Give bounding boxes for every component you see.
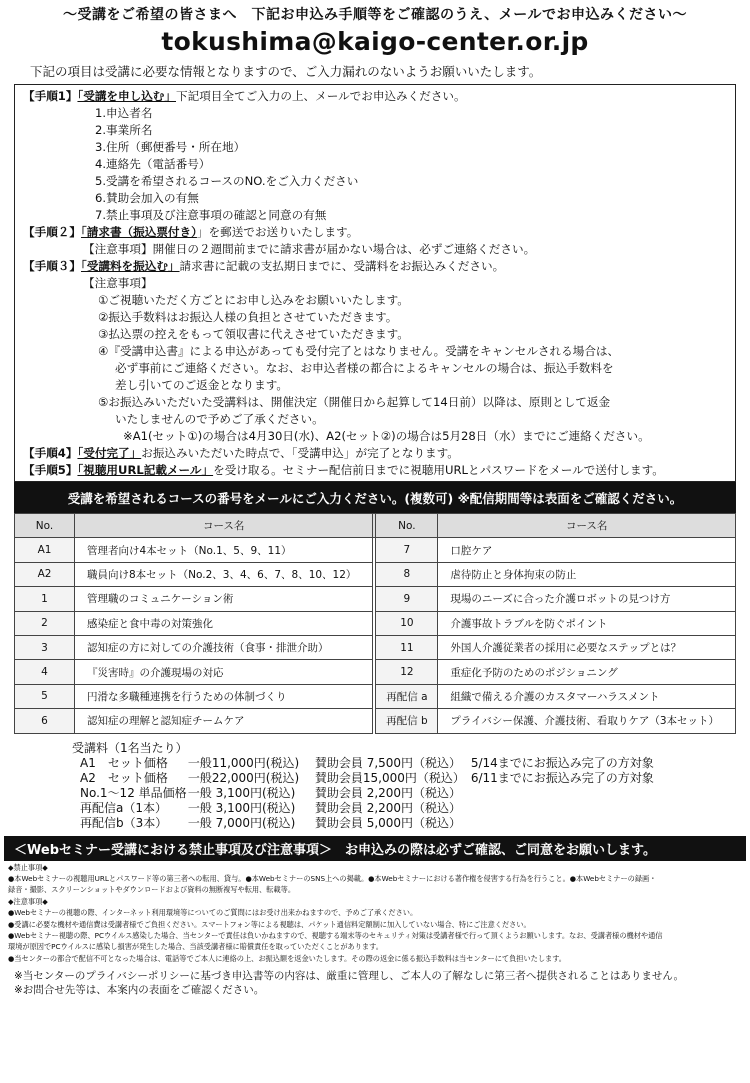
step-3 [23,258,727,275]
fee-item: 再配信a（1本） [80,800,167,815]
step-5-title: 「視聴用URL記載メール」 [77,463,214,477]
caution-line: ●Webセミナー視聴の際、PCウイルス感染した場合、当センターで責任は負いかねますので、視聴する端末等のセキュリティ対策は受講者様で行って頂くようお願いします。なお、受講者様の機材や通信 [8,930,663,940]
step-1-item: 7.禁止事項及び注意事項の確認と同意の有無 [95,208,327,222]
step-1-text: 下記項目全てご入力の上、メールでお申込みください。 [176,89,466,103]
course-no: 8 [376,562,438,586]
fee-member: 賛助会員 2,200円（税込） [314,800,462,815]
course-name: 職員向け8本セット（No.2、3、4、6、7、8、10、12） [75,562,373,586]
fee-condition [471,801,750,816]
fee-row [72,771,750,786]
fee-row [72,801,750,816]
fee-general: 一般22,000円(税込) [187,770,300,785]
fee-condition [471,786,750,801]
step-3-note: ④『受講申込書』による申込があっても受付完了とはなりません。受講をキャンセルされる場合は、 [98,344,620,358]
course-no: 7 [376,538,438,562]
col-header-no: No. [376,514,438,538]
course-banner: 受講を希望されるコースの番号をメールにご入力ください。(複数可) ※配信期間等は表面をご確認ください。 [14,482,736,513]
course-name: 認知症の理解と認知症チームケア [75,709,373,733]
step-1-item: 1.申込者名 [95,106,153,120]
course-name: 組織で備える介護のカスタマーハラスメント [438,684,736,708]
step-5-text: を受け取る。セミナー配信前日までに視聴用URLとパスワードをメールで送付します。 [213,463,664,477]
caution-line: ●受講に必要な機材や通信費は受講者様でご負担ください。スマートフォン等による視聴は、パケット通信料定額制に加入していない場合、特にご注意ください。 [8,919,531,929]
fee-title: 受講料（1名当たり） [72,740,188,755]
step-1-item: 4.連絡先（電話番号） [95,157,211,171]
step-3-note: ⑤お振込みいただいた受講料は、開催決定（開催日から起算して14日前）以降は、原則として返金 [98,395,611,409]
step-1-item: 5.受講を希望されるコースのNO.をご入力ください [95,174,359,188]
step-1-item: 6.賛助会加入の有無 [95,191,199,205]
table-row [15,709,736,733]
fee-item: No.1〜12 単品価格 [80,785,187,800]
table-row [15,684,736,708]
step-2-head: 【手順２】 [23,225,81,239]
course-name: プライバシー保護、介護技術、看取りケア（3本セット） [438,709,736,733]
application-steps [14,84,736,482]
step-3-note: ①ご視聴いただく方ごとにお申し込みをお願いいたします。 [98,293,409,307]
contact-note: ※お問合せ先等は、本案内の表面をご確認ください。 [14,984,265,997]
col-header-no: No. [15,514,75,538]
caution-line: ●Webセミナーの視聴の際、インターネット利用環境等についてのご質問にはお受け出来かねますので、予めご了承ください。 [8,908,418,918]
course-no: A2 [15,562,75,586]
step-3-head: 【手順３】 [23,259,81,273]
course-name: 管理者向け4本セット（No.1、5、9、11） [75,538,373,562]
caution-head: ◆注意事項◆ [8,896,48,906]
course-no: 再配信 a [376,684,438,708]
table-row [15,660,736,684]
step-3-note: ③払込票の控えをもって領収書に代えさせていただきます。 [98,327,409,341]
step-1-title: 「受講を申し込む」 [77,89,176,103]
fee-item: A1 セット価格 [80,755,168,770]
course-no: A1 [15,538,75,562]
table-row [15,611,736,635]
page-header [0,0,750,56]
step-3-note-head: 【注意事項】 [83,276,153,290]
step-1-item: 2.事業所名 [95,123,153,137]
intro-text: 下記の項目は受講に必要な情報となりますので、ご入力漏れのないようお願いいたします。 [30,64,542,79]
step-4-head: 【手順4】 [23,446,78,460]
course-name: 感染症と食中毒の対策強化 [75,611,373,635]
fee-general: 一般 3,100円(税込) [187,785,296,800]
fee-item: 再配信b（3本） [80,815,168,830]
step-3-note: いたしませんので予めご了承ください。 [115,412,324,426]
footer [0,964,750,997]
course-name: 認知症の方に対しての介護技術（食事・排泄介助） [75,635,373,659]
prohibit-head: ◆禁止事項◆ [8,862,48,872]
course-name: 口腔ケア [438,538,736,562]
step-5 [23,462,727,479]
course-no: 3 [15,635,75,659]
step-3-title: 「受講料を振込む」 [80,259,180,273]
table-header-row [15,514,736,538]
fee-member: 賛助会員15,000円（税込） [314,770,465,785]
table-row [15,587,736,611]
step-5-head: 【手順5】 [23,463,78,477]
fee-condition: 6/11までにお振込み完了の方対象 [470,770,654,785]
col-header-name: コース名 [438,514,736,538]
col-header-name: コース名 [75,514,373,538]
step-1-head: 【手順1】 [23,89,78,103]
course-name: 虐待防止と身体拘束の防止 [438,562,736,586]
course-no: 再配信 b [376,709,438,733]
fee-condition [471,816,750,831]
course-name: 介護事故トラブルを防ぐポイント [438,611,736,635]
caution-line: ●当センターの都合で配信不可となった場合は、電話等でご本人に連絡の上、お振込額を返金いたします。その際の返金に係る振込手数料は当センターにて負担いたします。 [8,953,566,963]
fee-general: 一般 3,100円(税込) [187,800,296,815]
course-no: 11 [376,635,438,659]
step-2-title: 「請求書（振込票付き） [80,225,197,239]
privacy-note: ※当センターのプライバシーポリシーに基づき申込書等の内容は、厳重に管理し、ご本人の了解なしに第三者へ提供されることはありません。 [14,970,684,983]
fee-section [0,734,750,831]
fee-member: 賛助会員 2,200円（税込） [314,785,462,800]
table-row [15,562,736,586]
fee-member: 賛助会員 5,000円（税込） [314,815,462,830]
course-no: 10 [376,611,438,635]
step-2-note: 【注意事項】開催日の２週間前までに請求書が届かない場合は、必ずご連絡ください。 [83,242,536,256]
fee-general: 一般11,000円(税込) [187,755,300,770]
step-4 [23,445,727,462]
step-4-text: お振込みいただいた時点で、「受講申込」が完了となります。 [141,446,459,460]
caution-line: 環境が原因でPCウイルスに感染し損害が発生した場合、当該受講者様に賠償責任を取っていただくことがあります。 [8,942,383,952]
course-name: 現場のニーズに合った介護ロボットの見つけ方 [438,587,736,611]
course-name: 円滑な多職種連携を行うための体制づくり [75,684,373,708]
step-3-note: ②振込手数料はお振込人様の負担とさせていただきます。 [98,310,398,324]
fee-row [72,786,750,801]
course-section [14,482,736,734]
course-no: 9 [376,587,438,611]
contact-email[interactable]: tokushima@kaigo-center.or.jp [161,27,589,56]
step-3-text: 請求書に記載の支払期日までに、受講料をお振込みください。 [179,259,505,273]
step-1-item: 3.住所（郵便番号・所在地） [95,140,246,154]
step-3-note: 差し引いてのご返金となります。 [115,378,288,392]
course-name: 『災害時』の介護現場の対応 [75,660,373,684]
step-4-title: 「受付完了」 [77,446,142,460]
prohibit-line: ●本Webセミナーの視聴用URLとパスワード等の第三者への転用、貸与。●本WebセミナーのSNS上への掲載。●本Webセミナーにおける著作権を侵害する行為を行うこと。●本Webセミナーの録画・ [8,873,657,883]
table-row [15,538,736,562]
course-no: 6 [15,709,75,733]
step-3-note: ※A1(セット①)の場合は4月30日(水)、A2(セット②)の場合は5月28日（水）までにご連絡ください。 [123,429,650,443]
course-no: 2 [15,611,75,635]
course-no: 1 [15,587,75,611]
fee-row [72,756,750,771]
course-no: 5 [15,684,75,708]
fee-item: A2 セット価格 [80,770,168,785]
notice-banner: ＜Webセミナー受講における禁止事項及び注意事項＞ お申込みの際は必ずご確認、ご同意をお願いします。 [4,836,746,861]
fee-row [72,816,750,831]
fee-general: 一般 7,000円(税込) [187,815,296,830]
course-name: 重症化予防のためのポジショニング [438,660,736,684]
fee-member: 賛助会員 7,500円（税込） [314,755,462,770]
course-table [14,513,736,734]
step-2 [23,224,727,241]
notice-details [0,861,750,965]
step-1 [23,88,727,105]
step-2-text: 」を郵送でお送りいたします。 [196,225,359,239]
table-row [15,635,736,659]
fee-condition: 5/14までにお振込み完了の方対象 [470,755,654,770]
course-name: 外国人介護従業者の採用に必要なステップとは？ [438,635,736,659]
course-no: 12 [376,660,438,684]
header-message: 〜受講をご希望の皆さまへ 下記お申込み手順等をご確認のうえ、メールでお申込みください〜 [62,7,688,23]
course-name: 管理職のコミュニケーション術 [75,587,373,611]
prohibit-line: 録音・撮影、スクリーンショットやダウンロードおよび資料の無断複写や転用、転載等。 [8,885,296,895]
course-no: 4 [15,660,75,684]
step-3-note: 必ず事前にご連絡ください。なお、お申込者様の都合によるキャンセルの場合は、振込手数料を [115,361,614,375]
